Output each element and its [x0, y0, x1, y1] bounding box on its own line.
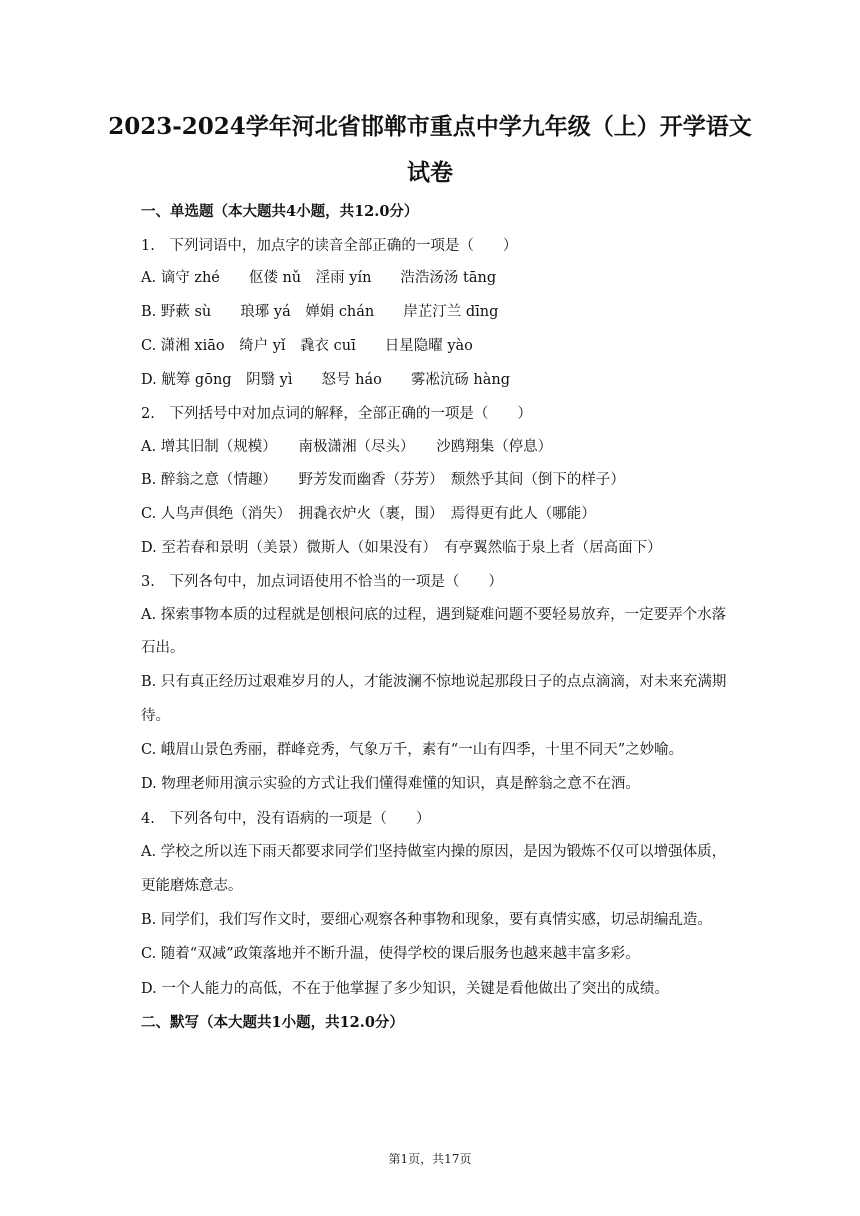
question-1-option-a: A. 谪守 zhé 伛偻 nǔ 淫雨 yín 浩浩汤汤 tāng — [141, 270, 497, 286]
question-4-option-a-line1: A. 学校之所以连下雨天都要求同学们坚持做室内操的原因，是因为锻炼不仅可以增强体质， — [141, 844, 727, 860]
question-2-stem: 2. 下列括号中对加点词的解释，全部正确的一项是（ ） — [141, 406, 532, 422]
question-4-option-d: D. 一个人能力的高低，不在于他掌握了多少知识，关键是看他做出了突出的成绩。 — [141, 981, 669, 997]
question-1-option-b: B. 野蔌 sù 琅琊 yá 婵娟 chán 岸芷汀兰 dīng — [141, 304, 499, 320]
question-3-option-a-line2: 石出。 — [141, 640, 185, 656]
page-footer: 第1页，共17页 — [388, 1152, 472, 1166]
section-heading-dictation: 二、默写（本大题共1小题，共12.0分） — [141, 1014, 404, 1031]
question-4-option-b: B. 同学们，我们写作文时，要细心观察各种事物和现象，要有真情实感，切忌胡编乱造。 — [141, 912, 712, 928]
question-4-option-c: C. 随着“双减”政策落地并不断升温，使得学校的课后服务也越来越丰富多彩。 — [141, 946, 640, 962]
document-title: 2023-2024学年河北省邯郸市重点中学九年级（上）开学语文试卷 — [108, 113, 752, 186]
question-3-option-a-line1: A. 探索事物本质的过程就是刨根问底的过程，遇到疑难问题不要轻易放弃，一定要弄个水落 — [141, 607, 727, 623]
question-3-option-b-line2: 待。 — [141, 708, 170, 724]
question-1-option-d: D. 觥筹 gōng 阴翳 yì 怒号 háo 雾凇沆砀 hàng — [141, 372, 511, 388]
question-2-option-a: A. 增其旧制（规模） 南极潇湘（尽头） 沙鸥翔集（停息） — [141, 439, 553, 455]
question-3-stem: 3. 下列各句中，加点词语使用不恰当的一项是（ ） — [141, 574, 503, 590]
question-2-option-b: B. 醉翁之意（情趣） 野芳发而幽香（芬芳） 颓然乎其间（倒下的样子） — [141, 472, 625, 488]
question-2-option-c: C. 人鸟声俱绝（消失） 拥毳衣炉火（裹，围） 焉得更有此人（哪能） — [141, 506, 596, 522]
question-4-option-a-line2: 更能磨炼意志。 — [141, 878, 243, 894]
question-3-option-d: D. 物理老师用演示实验的方式让我们懂得难懂的知识，真是醉翁之意不在酒。 — [141, 776, 640, 792]
question-1-stem: 1. 下列词语中，加点字的读音全部正确的一项是（ ） — [141, 238, 518, 254]
question-4-stem: 4. 下列各句中，没有语病的一项是（ ） — [141, 811, 431, 827]
question-1-option-c: C. 潇湘 xiāo 绮户 yǐ 毳衣 cuī 日星隐曜 yào — [141, 338, 473, 354]
question-3-option-b-line1: B. 只有真正经历过艰难岁月的人，才能波澜不惊地说起那段日子的点点滴滴，对未来充满期 — [141, 674, 727, 690]
question-2-option-d: D. 至若春和景明（美景）微斯人（如果没有） 有亭翼然临于泉上者（居高面下） — [141, 540, 662, 556]
question-3-option-c: C. 峨眉山景色秀丽，群峰竞秀，气象万千，素有“一山有四季，十里不同天”之妙喻。 — [141, 742, 684, 758]
section-heading-single-choice: 一、单选题（本大题共4小题，共12.0分） — [141, 203, 419, 220]
